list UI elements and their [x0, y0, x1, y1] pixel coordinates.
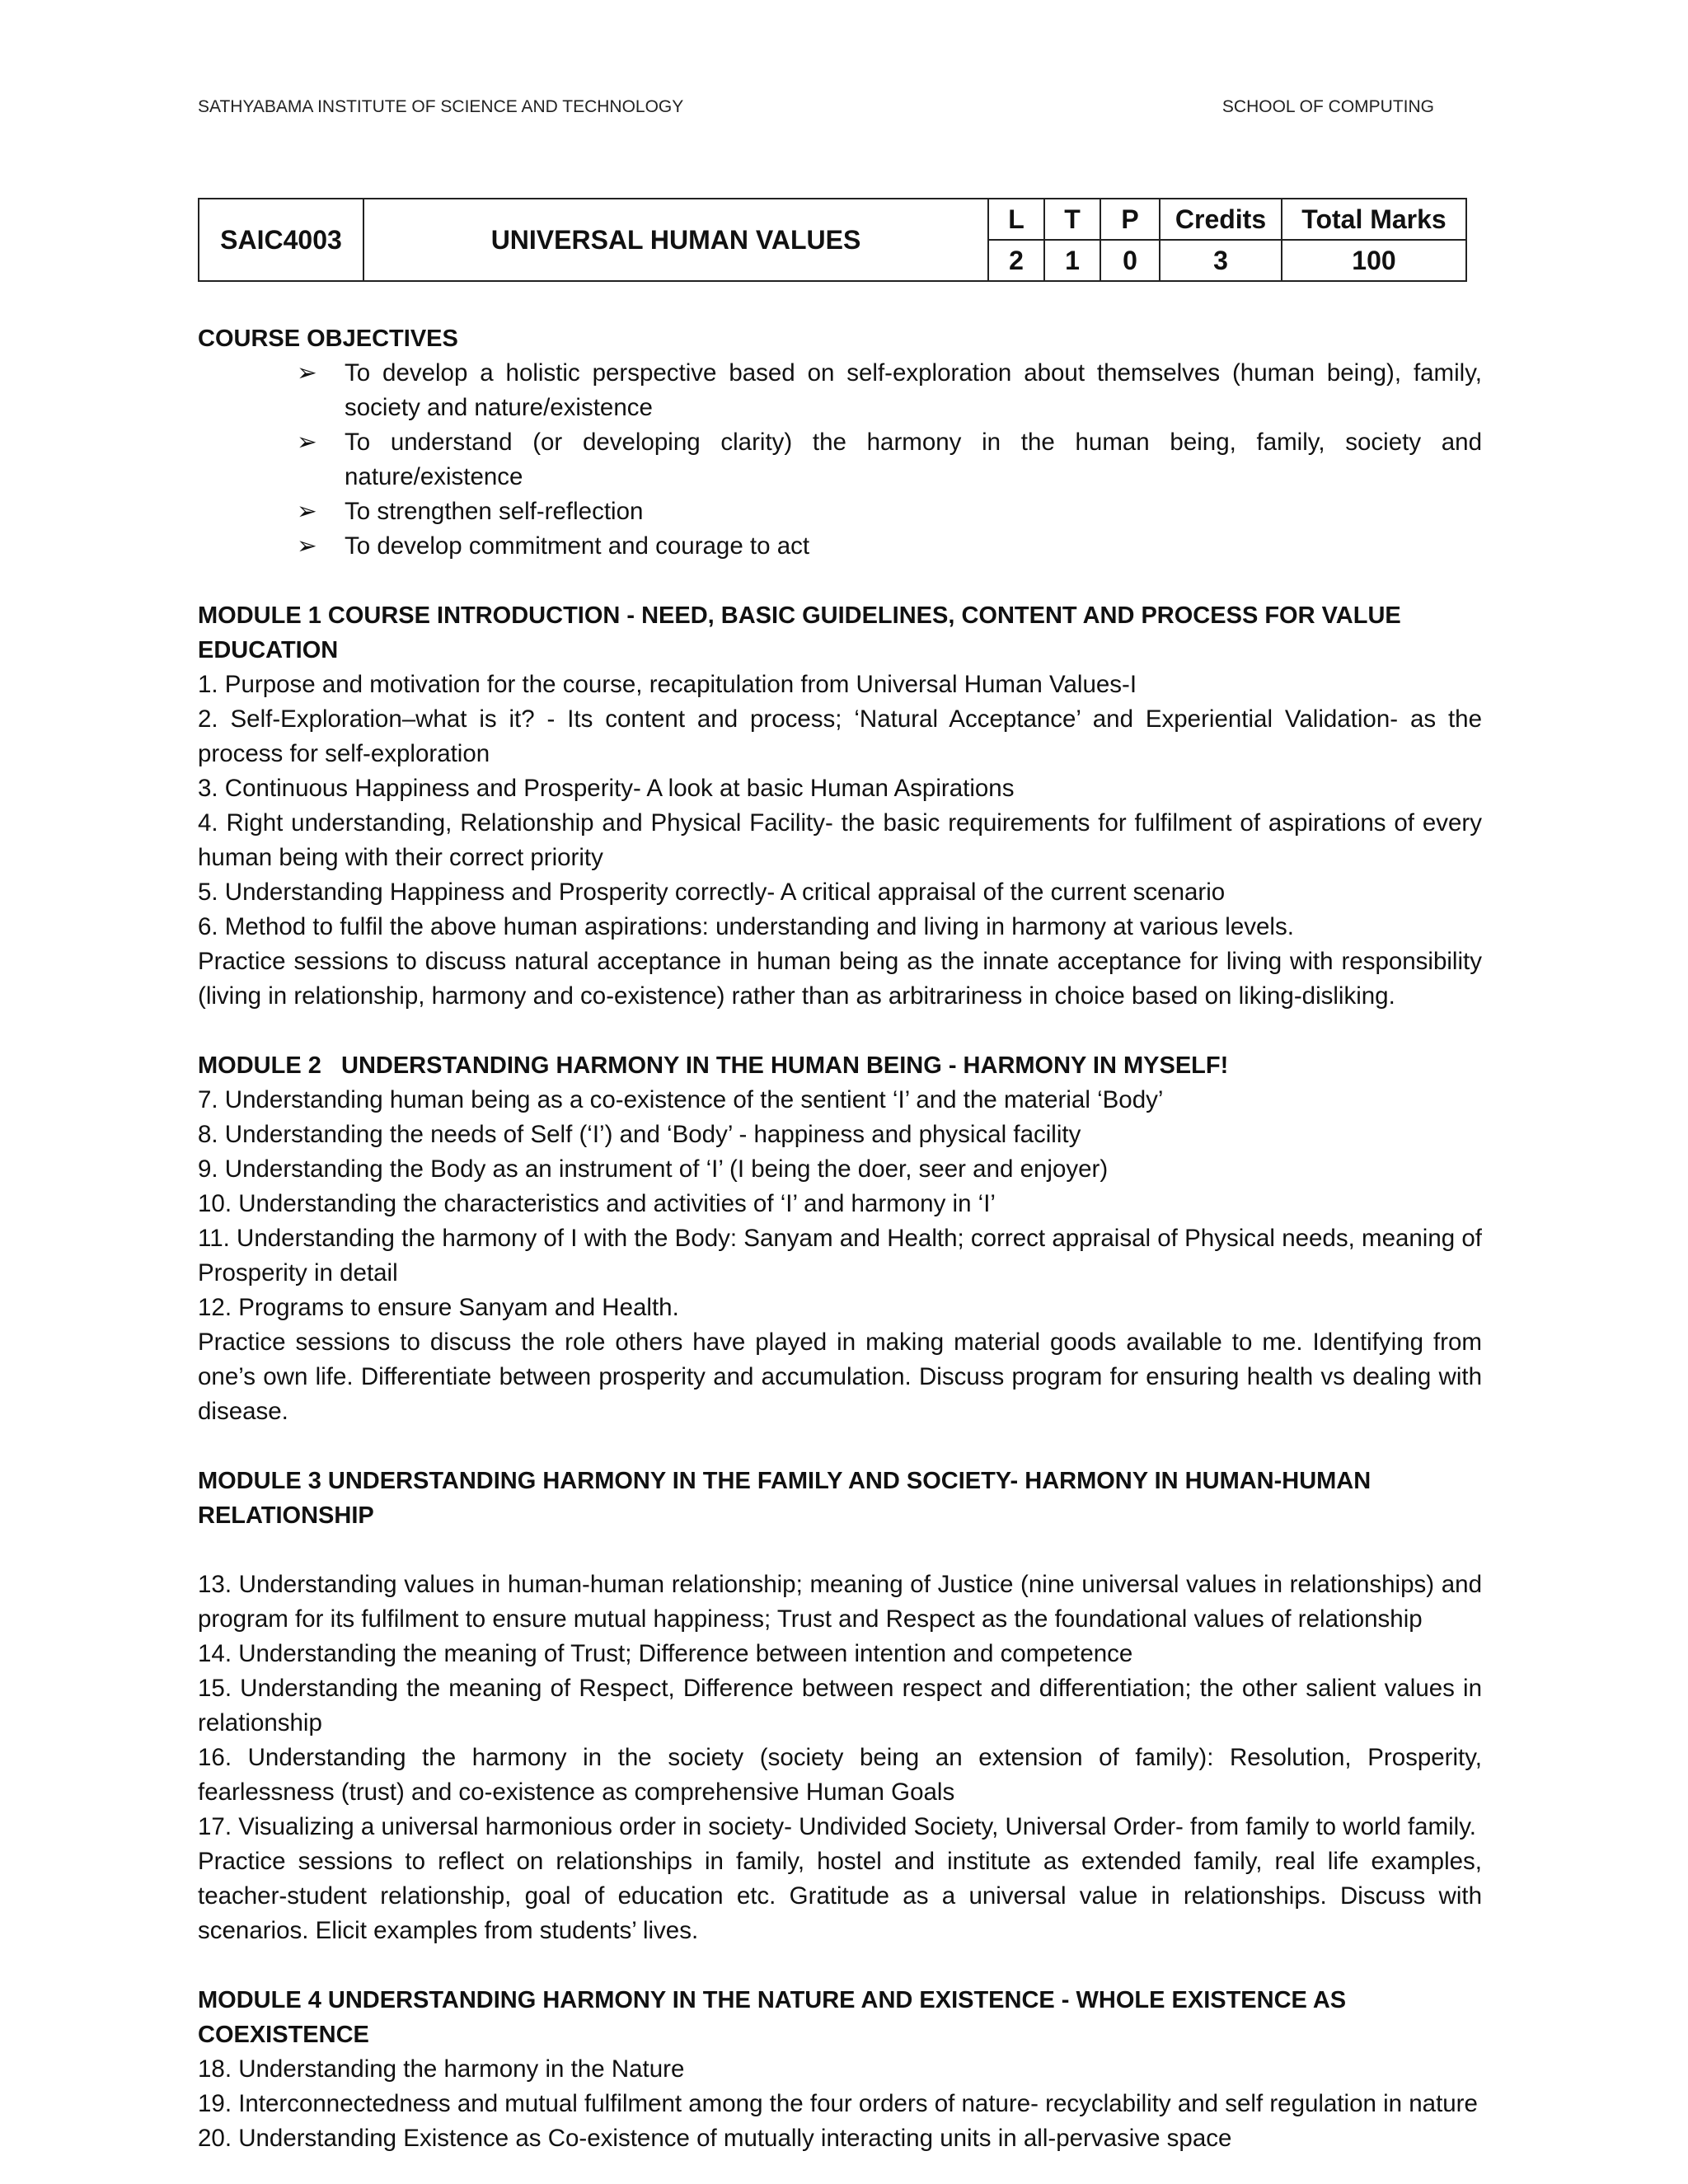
objectives-heading: COURSE OBJECTIVES — [198, 326, 458, 352]
arrow-bullet-icon: ➢ — [297, 532, 317, 560]
module-item: Practice sessions to reflect on relationships in family, hostel and institute as extended family, real life examples, teacher-student relationship, goal of education etc. Gratitude as a universal value in relationships. Discuss with scenarios. Elicit examples from students’ lives. — [198, 1848, 1482, 1944]
value-t: 1 — [1044, 240, 1100, 281]
module-item: 13. Understanding values in human-human relationship; meaning of Justice (nine universal values in relationships) and program for its fulfilment to ensure mutual happiness; Trust and Respect as the foundational values of relationship — [198, 1571, 1482, 1633]
module-item: 17. Visualizing a universal harmonious order in society- Undivided Society, Universal Order- from family to world family. — [198, 1813, 1476, 1840]
header-p: P — [1100, 199, 1160, 240]
header-credits: Credits — [1160, 199, 1282, 240]
module-heading: MODULE 2 UNDERSTANDING HARMONY IN THE HUMAN BEING - HARMONY IN MYSELF! — [198, 1052, 1229, 1079]
module-item: 11. Understanding the harmony of I with the Body: Sanyam and Health; correct appraisal of Physical needs, meaning of Prosperity in detail — [198, 1225, 1482, 1286]
arrow-bullet-icon: ➢ — [297, 359, 317, 387]
institute-name: SATHYABAMA INSTITUTE OF SCIENCE AND TECHNOLOGY — [198, 97, 684, 116]
module-heading: MODULE 1 COURSE INTRODUCTION - NEED, BASIC GUIDELINES, CONTENT AND PROCESS FOR VALUE EDUCATION — [198, 602, 1401, 663]
syllabus-content — [198, 321, 1482, 2156]
course-code: SAIC4003 — [199, 199, 363, 281]
course-title: UNIVERSAL HUMAN VALUES — [363, 199, 988, 281]
page-header — [198, 97, 1434, 117]
module-item: 3. Continuous Happiness and Prosperity- A look at basic Human Aspirations — [198, 775, 1015, 802]
module-item: 9. Understanding the Body as an instrument of ‘I’ (I being the doer, seer and enjoyer) — [198, 1155, 1109, 1183]
module-item: 1. Purpose and motivation for the course, recapitulation from Universal Human Values-I — [198, 671, 1137, 698]
module-item: 20. Understanding Existence as Co-existence of mutually interacting units in all-pervasive space — [198, 2125, 1232, 2152]
module-item: Practice sessions to discuss natural acceptance in human being as the innate acceptance for living with responsibility (living in relationship, harmony and co-existence) rather than as arbitrariness in choice based on liking-disliking. — [198, 948, 1482, 1010]
objective-item: ➢ To develop a holistic perspective based on self-exploration about themselves (human being), family, society and nature/existence — [297, 356, 1482, 425]
objective-item: ➢ To develop commitment and courage to act — [297, 529, 1482, 564]
module-item: 10. Understanding the characteristics and activities of ‘I’ and harmony in ‘I’ — [198, 1190, 996, 1217]
module-item: 4. Right understanding, Relationship and Physical Facility- the basic requirements for fulfilment of aspirations of every human being with their correct priority — [198, 809, 1482, 871]
objective-item: ➢ To understand (or developing clarity) the harmony in the human being, family, society and nature/existence — [297, 425, 1482, 494]
header-total-marks: Total Marks — [1282, 199, 1466, 240]
module-item: 12. Programs to ensure Sanyam and Health. — [198, 1294, 679, 1321]
module-1 — [198, 598, 1482, 1014]
objective-item: ➢ To strengthen self-reflection — [297, 494, 1482, 529]
value-total-marks: 100 — [1282, 240, 1466, 281]
value-p: 0 — [1100, 240, 1160, 281]
module-item: 5. Understanding Happiness and Prosperity correctly- A critical appraisal of the current scenario — [198, 879, 1226, 906]
module-4 — [198, 1983, 1482, 2156]
module-item: 7. Understanding human being as a co-existence of the sentient ‘I’ and the material ‘Body’ — [198, 1086, 1164, 1113]
arrow-bullet-icon: ➢ — [297, 498, 317, 525]
value-credits: 3 — [1160, 240, 1282, 281]
module-heading: MODULE 4 UNDERSTANDING HARMONY IN THE NATURE AND EXISTENCE - WHOLE EXISTENCE AS COEXISTENCE — [198, 1987, 1347, 2048]
module-item: 8. Understanding the needs of Self (‘I’) and ‘Body’ - happiness and physical facility — [198, 1121, 1081, 1148]
module-heading: MODULE 3 UNDERSTANDING HARMONY IN THE FAMILY AND SOCIETY- HARMONY IN HUMAN-HUMAN RELATIONSHIP — [198, 1468, 1372, 1529]
module-item: 14. Understanding the meaning of Trust; Difference between intention and competence — [198, 1640, 1133, 1667]
header-l: L — [988, 199, 1044, 240]
course-info-table — [198, 198, 1467, 282]
value-l: 2 — [988, 240, 1044, 281]
module-2 — [198, 1048, 1482, 1429]
module-item: 19. Interconnectedness and mutual fulfilment among the four orders of nature- recyclability and self regulation in nature — [198, 2090, 1478, 2117]
arrow-bullet-icon: ➢ — [297, 429, 317, 456]
module-3 — [198, 1464, 1482, 1948]
module-item: 16. Understanding the harmony in the society (society being an extension of family): Resolution, Prosperity, fearlessness (trust) and co-existence as comprehensive Human Goals — [198, 1744, 1482, 1806]
objectives-list — [198, 356, 1482, 564]
module-item: 18. Understanding the harmony in the Nature — [198, 2055, 685, 2083]
module-item: Practice sessions to discuss the role others have played in making material goods available to me. Identifying from one’s own life. Differentiate between prosperity and accumulation. Discuss program for ensuring health vs dealing with disease. — [198, 1329, 1482, 1425]
module-item: 6. Method to fulfil the above human aspirations: understanding and living in harmony at various levels. — [198, 913, 1294, 940]
module-item: 15. Understanding the meaning of Respect, Difference between respect and differentiation; the other salient values in relationship — [198, 1675, 1482, 1736]
module-item: 2. Self-Exploration–what is it? - Its content and process; ‘Natural Acceptance’ and Experiential Validation- as the process for self-exploration — [198, 705, 1482, 767]
school-name: SCHOOL OF COMPUTING — [1221, 97, 1434, 116]
header-t: T — [1044, 199, 1100, 240]
